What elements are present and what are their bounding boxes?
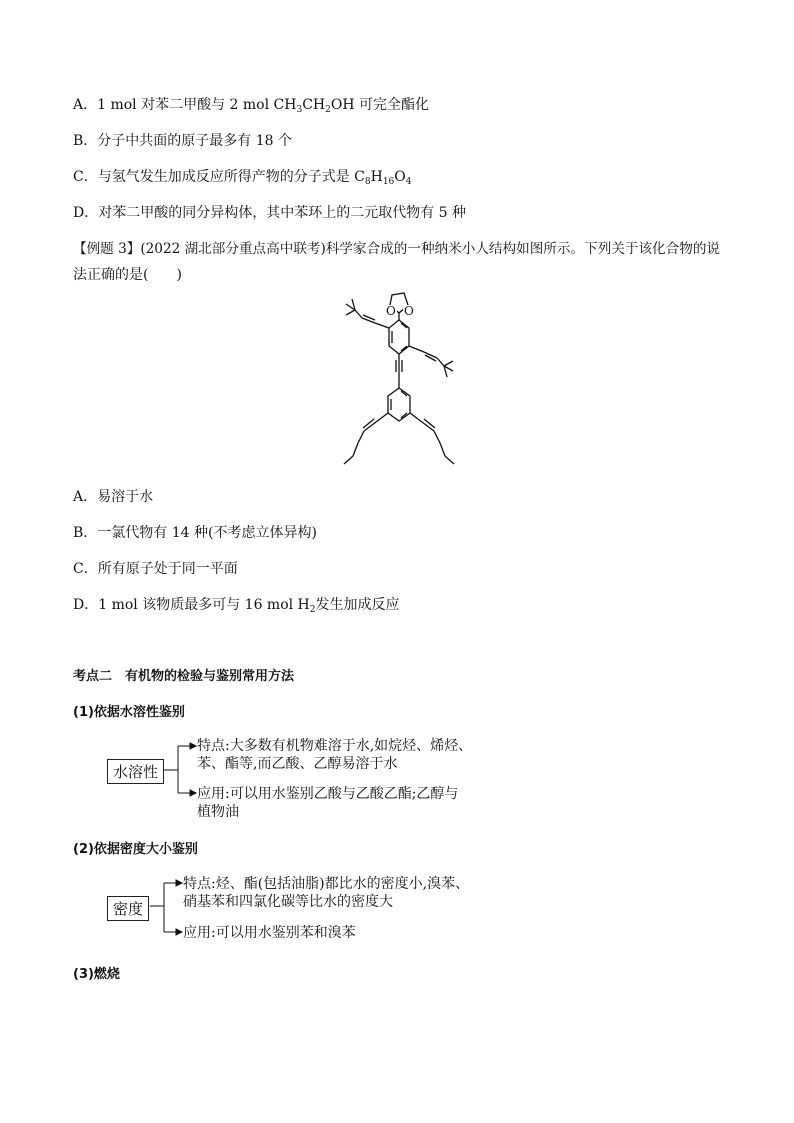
option-b: B．分子中共面的原子最多有 18 个 [73,133,293,149]
solubility-feature-line1: 特点:大多数有机物难溶于水,如烷烃、烯烃、 [197,738,473,754]
subsection-heading: (3)燃烧 [73,967,120,982]
subsection-heading: (1)依据水溶性鉴别 [73,705,185,720]
solubility-application-line2: 植物油 [197,804,239,820]
subscript: 2 [325,105,331,115]
option-c-text: C．与氢气发生加成反应所得产物的分子式是 C [73,169,365,185]
example-stem-line2: 法正确的是( ) [73,267,182,283]
option-d-text: D．1 mol 该物质最多可与 16 mol H [73,597,310,613]
subscript: 4 [405,177,412,187]
subscript: 16 [382,177,395,187]
solubility-feature-line2: 苯、酯等,而乙酸、乙醇易溶于水 [197,756,398,772]
option-c: C．所有原子处于同一平面 [73,561,238,577]
subscript: 8 [364,177,371,187]
option-a-text: CH [302,97,326,113]
oxygen-atom-label: O [386,304,396,318]
density-application: 应用:可以用水鉴别苯和溴苯 [183,925,356,941]
option-a-text: OH 可完全酯化 [330,97,429,113]
option-a-text: A．1 mol 对苯二甲酸与 2 mol CH [73,97,297,113]
option-b: B．一氯代物有 14 种(不考虑立体异构) [73,525,317,541]
density-feature-line1: 特点:烃、酯(包括油脂)都比水的密度小,溴苯、 [183,876,470,892]
solubility-box: 水溶性 [107,759,164,784]
option-d: D．对苯二甲酸的同分异构体，其中苯环上的二元取代物有 5 种 [73,205,467,221]
section-title: 考点二 有机物的检验与鉴别常用方法 [73,669,295,684]
subscript: 2 [309,605,316,615]
solubility-application-line1: 应用:可以用水鉴别乙酸与乙酸乙酯;乙醇与 [197,786,459,802]
option-c-text: O [394,169,406,185]
oxygen-atom-label: O [404,304,414,318]
option-c-text: H [370,169,383,185]
subscript: 3 [296,105,303,115]
example-stem-line1: 【例题 3】(2022 湖北部分重点高中联考)科学家合成的一种纳米小人结构如图所示。下列关于该化合物的说 [73,241,721,257]
subsection-heading: (2)依据密度大小鉴别 [73,842,198,857]
density-box: 密度 [107,896,149,921]
option-d-text: 发生加成反应 [315,597,400,613]
option-a: A．易溶于水 [73,489,154,505]
density-feature-line2: 硝基苯和四氯化碳等比水的密度大 [183,894,393,910]
